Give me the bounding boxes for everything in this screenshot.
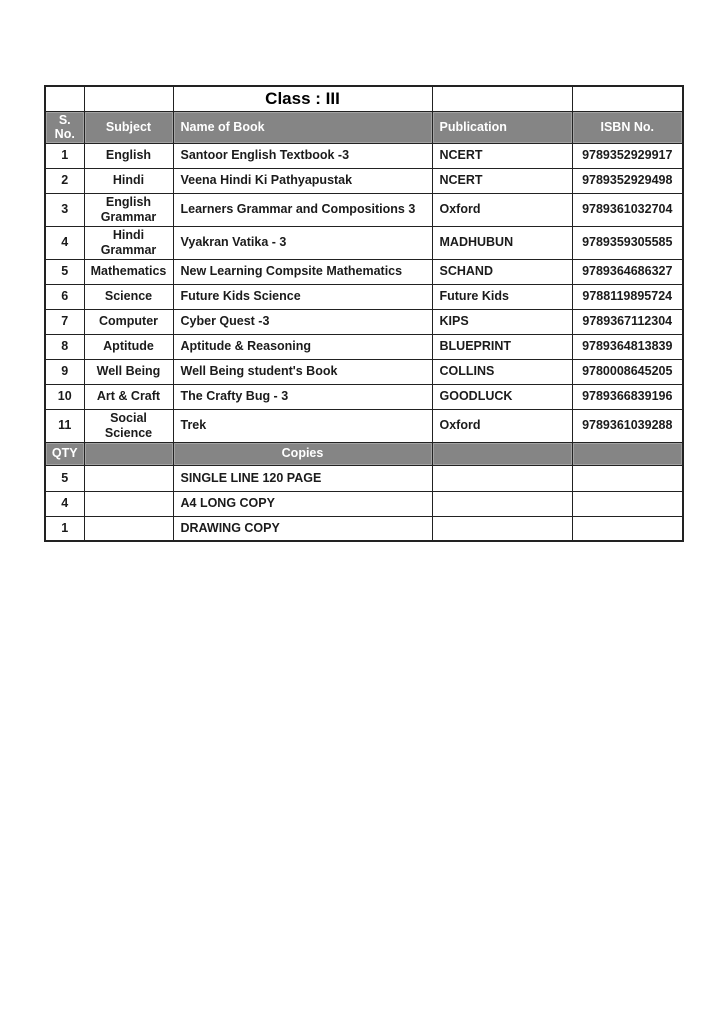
empty-cell: [84, 516, 173, 541]
book-row: [45, 309, 683, 334]
cell-book-name: The Crafty Bug - 3: [173, 384, 432, 409]
cell-subject: English Grammar: [84, 193, 173, 226]
cell-isbn: 9789361039288: [572, 409, 683, 442]
cell-publication: NCERT: [432, 168, 572, 193]
cell-copy-item: DRAWING COPY: [173, 516, 432, 541]
cell-publication: GOODLUCK: [432, 384, 572, 409]
cell-isbn: 9789352929498: [572, 168, 683, 193]
column-header-row: [45, 111, 683, 143]
cell-book-name: Veena Hindi Ki Pathyapustak: [173, 168, 432, 193]
empty-header-cell: [572, 442, 683, 465]
book-row: [45, 384, 683, 409]
cell-sno: 2: [45, 168, 84, 193]
cell-isbn: 9789361032704: [572, 193, 683, 226]
qty-header: QTY: [45, 442, 84, 465]
column-header-subject: Subject: [84, 111, 173, 143]
cell-isbn: 9789366839196: [572, 384, 683, 409]
cell-book-name: Trek: [173, 409, 432, 442]
empty-header-cell: [84, 442, 173, 465]
copies-header: Copies: [173, 442, 432, 465]
cell-isbn: 9789352929917: [572, 143, 683, 168]
cell-subject: Social Science: [84, 409, 173, 442]
empty-cell: [572, 516, 683, 541]
column-header-isbn: ISBN No.: [572, 111, 683, 143]
cell-subject: Computer: [84, 309, 173, 334]
cell-isbn: 9789367112304: [572, 309, 683, 334]
cell-publication: Future Kids: [432, 284, 572, 309]
empty-cell: [432, 86, 572, 111]
cell-sno: 11: [45, 409, 84, 442]
cell-qty: 1: [45, 516, 84, 541]
book-row: [45, 193, 683, 226]
copies-header-row: [45, 442, 683, 465]
copies-row: [45, 465, 683, 491]
copies-row: [45, 516, 683, 541]
cell-publication: KIPS: [432, 309, 572, 334]
cell-book-name: Vyakran Vatika - 3: [173, 226, 432, 259]
column-header-sno: S. No.: [45, 111, 84, 143]
title-row: [45, 86, 683, 111]
cell-publication: Oxford: [432, 193, 572, 226]
empty-cell: [45, 86, 84, 111]
cell-publication: NCERT: [432, 143, 572, 168]
cell-publication: MADHUBUN: [432, 226, 572, 259]
empty-cell: [572, 86, 683, 111]
book-row: [45, 359, 683, 384]
book-row: [45, 143, 683, 168]
cell-book-name: Well Being student's Book: [173, 359, 432, 384]
cell-sno: 3: [45, 193, 84, 226]
cell-isbn: 9789364686327: [572, 259, 683, 284]
cell-book-name: Future Kids Science: [173, 284, 432, 309]
cell-sno: 8: [45, 334, 84, 359]
cell-sno: 1: [45, 143, 84, 168]
cell-sno: 9: [45, 359, 84, 384]
cell-publication: BLUEPRINT: [432, 334, 572, 359]
copies-row: [45, 491, 683, 516]
column-header-book: Name of Book: [173, 111, 432, 143]
cell-publication: Oxford: [432, 409, 572, 442]
empty-header-cell: [432, 442, 572, 465]
book-row: [45, 168, 683, 193]
cell-sno: 5: [45, 259, 84, 284]
cell-copy-item: A4 LONG COPY: [173, 491, 432, 516]
empty-cell: [572, 491, 683, 516]
cell-isbn: 9789364813839: [572, 334, 683, 359]
cell-book-name: Santoor English Textbook -3: [173, 143, 432, 168]
book-row: [45, 409, 683, 442]
cell-book-name: Aptitude & Reasoning: [173, 334, 432, 359]
empty-cell: [84, 491, 173, 516]
cell-isbn: 9789359305585: [572, 226, 683, 259]
cell-subject: Mathematics: [84, 259, 173, 284]
cell-sno: 7: [45, 309, 84, 334]
cell-book-name: Learners Grammar and Compositions 3: [173, 193, 432, 226]
empty-cell: [432, 465, 572, 491]
cell-subject: Hindi Grammar: [84, 226, 173, 259]
cell-sno: 4: [45, 226, 84, 259]
empty-cell: [84, 86, 173, 111]
book-row: [45, 334, 683, 359]
cell-publication: SCHAND: [432, 259, 572, 284]
page-title: Class : III: [173, 86, 432, 111]
cell-isbn: 9788119895724: [572, 284, 683, 309]
cell-subject: English: [84, 143, 173, 168]
cell-qty: 4: [45, 491, 84, 516]
cell-subject: Hindi: [84, 168, 173, 193]
cell-subject: Science: [84, 284, 173, 309]
empty-cell: [572, 465, 683, 491]
column-header-publication: Publication: [432, 111, 572, 143]
cell-publication: COLLINS: [432, 359, 572, 384]
cell-book-name: New Learning Compsite Mathematics: [173, 259, 432, 284]
cell-subject: Well Being: [84, 359, 173, 384]
book-list-table: [44, 85, 684, 542]
cell-qty: 5: [45, 465, 84, 491]
empty-cell: [84, 465, 173, 491]
cell-subject: Art & Craft: [84, 384, 173, 409]
cell-book-name: Cyber Quest -3: [173, 309, 432, 334]
empty-cell: [432, 491, 572, 516]
cell-sno: 6: [45, 284, 84, 309]
cell-copy-item: SINGLE LINE 120 PAGE: [173, 465, 432, 491]
empty-cell: [432, 516, 572, 541]
book-row: [45, 284, 683, 309]
cell-isbn: 9780008645205: [572, 359, 683, 384]
cell-subject: Aptitude: [84, 334, 173, 359]
cell-sno: 10: [45, 384, 84, 409]
book-row: [45, 259, 683, 284]
book-row: [45, 226, 683, 259]
